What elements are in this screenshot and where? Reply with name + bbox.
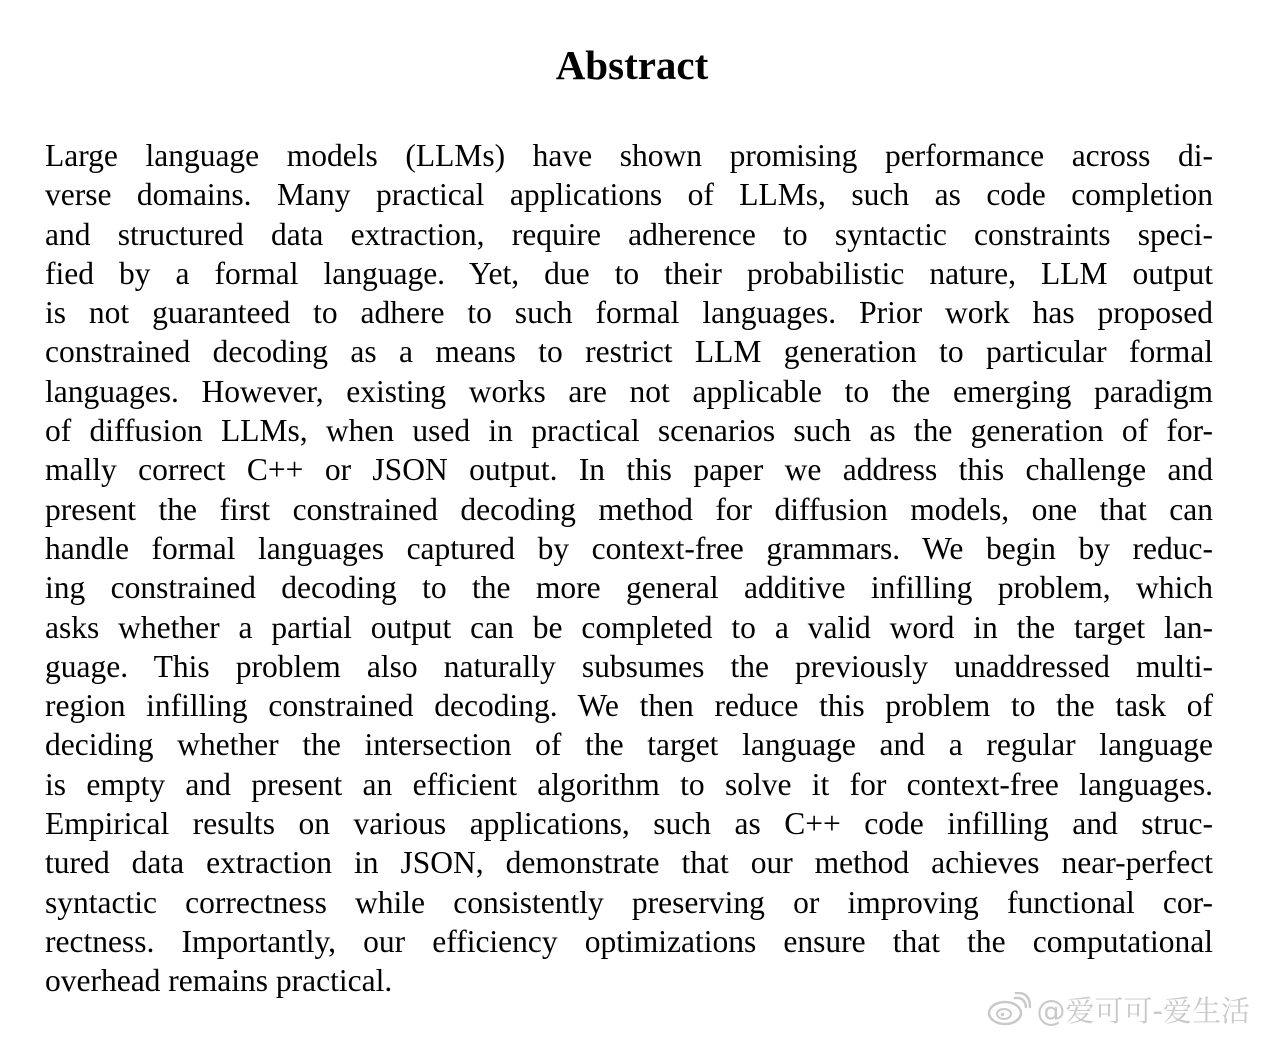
watermark bbox=[987, 988, 1250, 1030]
abstract-line: region infilling constrained decoding. We then reduce this problem to the task of bbox=[45, 688, 1213, 724]
abstract-line: syntactic correctness while consistently preserving or improving functional cor- bbox=[45, 884, 1213, 920]
abstract-line: is empty and present an efficient algorithm to solve it for context-free languages. bbox=[45, 766, 1213, 802]
watermark-text: @爱可可-爱生活 bbox=[1036, 993, 1250, 1028]
abstract-line: rectness. Importantly, our efficiency optimizations ensure that the computational bbox=[45, 923, 1213, 959]
abstract-line: overhead remains practical. bbox=[45, 963, 393, 999]
abstract-body bbox=[45, 136, 1213, 1001]
abstract-line: verse domains. Many practical applications of LLMs, such as code completion bbox=[45, 177, 1213, 213]
abstract-line: Empirical results on various applications, such as C++ code infilling and struc- bbox=[45, 806, 1213, 842]
abstract-line: Large language models (LLMs) have shown promising performance across di- bbox=[45, 138, 1213, 173]
abstract-line: guage. This problem also naturally subsumes the previously unaddressed multi- bbox=[45, 648, 1213, 684]
abstract-line: handle formal languages captured by context-free grammars. We begin by reduc- bbox=[45, 530, 1213, 566]
abstract-line: and structured data extraction, require adherence to syntactic constraints speci- bbox=[45, 216, 1213, 252]
abstract-line: asks whether a partial output can be completed to a valid word in the target lan- bbox=[45, 609, 1213, 645]
abstract-line: mally correct C++ or JSON output. In this paper we address this challenge and bbox=[45, 452, 1213, 488]
abstract-line: is not guaranteed to adhere to such formal languages. Prior work has proposed bbox=[45, 295, 1213, 331]
abstract-line: fied by a formal language. Yet, due to their probabilistic nature, LLM output bbox=[45, 255, 1213, 291]
abstract-line: deciding whether the intersection of the target language and a regular language bbox=[45, 727, 1213, 763]
abstract-line: present the first constrained decoding method for diffusion models, one that can bbox=[45, 491, 1213, 527]
abstract-line: constrained decoding as a means to restrict LLM generation to particular formal bbox=[45, 334, 1213, 370]
abstract-line: ing constrained decoding to the more general additive infilling problem, which bbox=[45, 570, 1213, 606]
abstract-line: of diffusion LLMs, when used in practical scenarios such as the generation of for- bbox=[45, 413, 1213, 449]
weibo-icon bbox=[987, 992, 1031, 1026]
abstract-line: tured data extraction in JSON, demonstrate that our method achieves near-perfect bbox=[45, 845, 1213, 881]
abstract-title: Abstract bbox=[555, 42, 709, 88]
abstract-line: languages. However, existing works are not applicable to the emerging paradigm bbox=[45, 373, 1213, 409]
